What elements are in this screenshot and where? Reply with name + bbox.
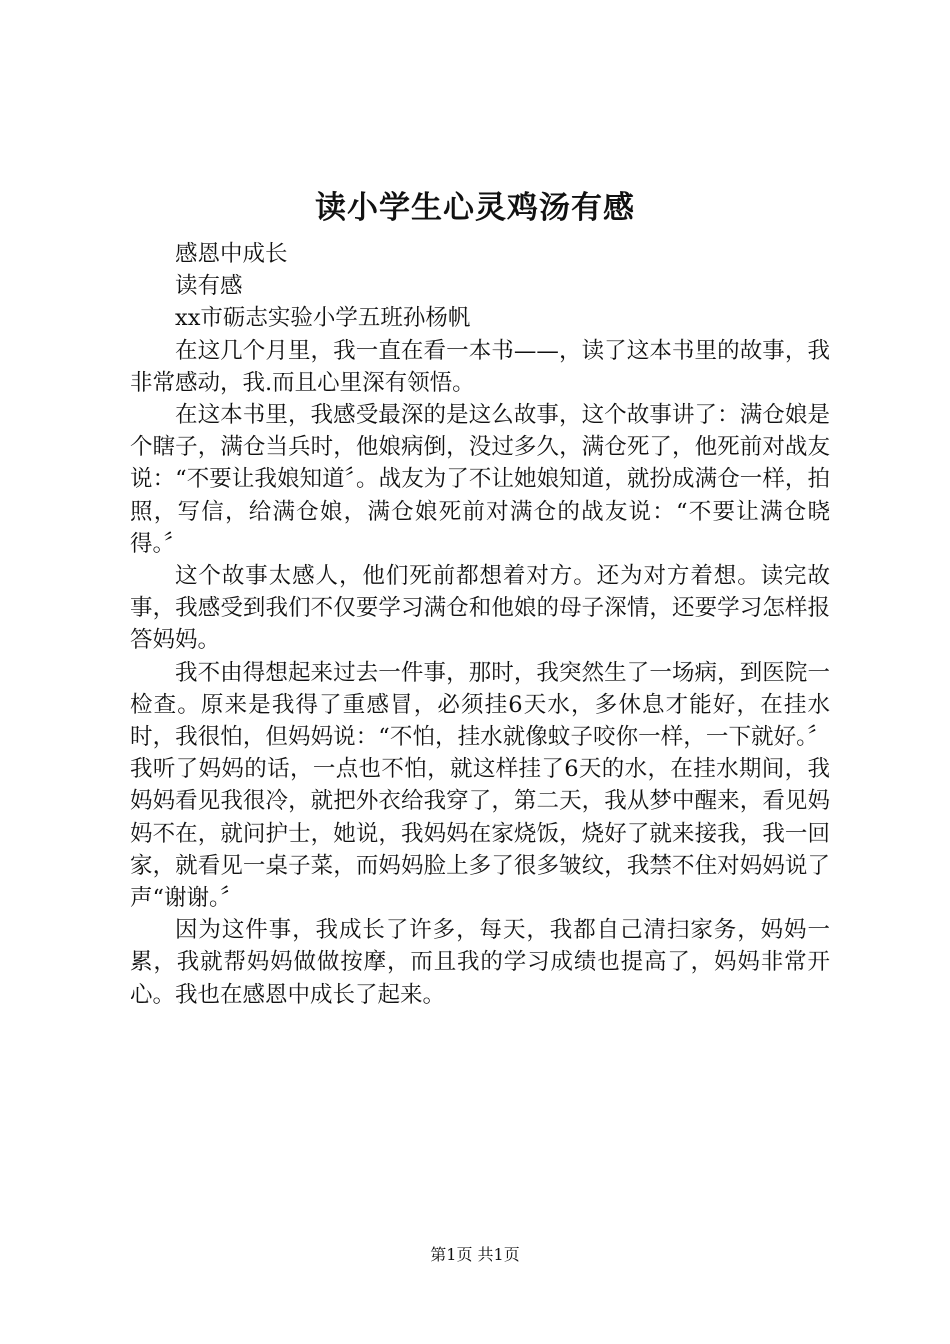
document-body <box>130 238 830 1011</box>
paragraph-subtitle: 感恩中成长 <box>175 241 288 267</box>
paragraph: 在这几个月里，我一直在看一本书——，读了这本书里的故事，我非常感动，我.而且心里深有领悟。 <box>130 337 830 396</box>
page-number-footer: 第1页 共1页 <box>430 1245 520 1264</box>
paragraph: 在这本书里，我感受最深的是这么故事，这个故事讲了：满仓娘是个瞎子，满仓当兵时，他娘病倒，没过多久，满仓死了，他死前对战友说：“不要让我娘知道〞。战友为了不让她娘知道，就扮成满仓一样，拍照，写信，给满仓娘，满仓娘死前对满仓的战友说：“不要让满仓晓得。〞 <box>130 402 830 557</box>
paragraph-heading: 读有感 <box>175 273 243 300</box>
paragraph-author: xx市砺志实验小学五班孙杨帆 <box>175 305 471 332</box>
document-title: 读小学生心灵鸡汤有感 <box>315 190 635 226</box>
paragraph: 因为这件事，我成长了许多，每天，我都自己清扫家务，妈妈一累，我就帮妈妈做做按摩，而且我的学习成绩也提高了，妈妈非常开心。我也在感恩中成长了起来。 <box>130 917 830 1008</box>
paragraph: 这个故事太感人，他们死前都想着对方。还为对方着想。读完故事，我感受到我们不仅要学习满仓和他娘的母子深情，还要学习怎样报答妈妈。 <box>130 563 830 654</box>
paragraph: 我不由得想起来过去一件事，那时，我突然生了一场病，到医院一检查。原来是我得了重感冒，必须挂6天水，多休息才能好，在挂水时，我很怕，但妈妈说：“不怕，挂水就像蚊子咬你一样，一下就好。〞我听了妈妈的话，一点也不怕，就这样挂了6天的水，在挂水期间，我妈妈看见我很冷，就把外衣给我穿了，第二天，我从梦中醒来，看见妈妈不在，就问护士，她说，我妈妈在家烧饭，烧好了就来接我，我一回家，就看见一桌子菜，而妈妈脸上多了很多皱纹，我禁不住对妈妈说了声“谢谢。〞 <box>130 659 830 912</box>
